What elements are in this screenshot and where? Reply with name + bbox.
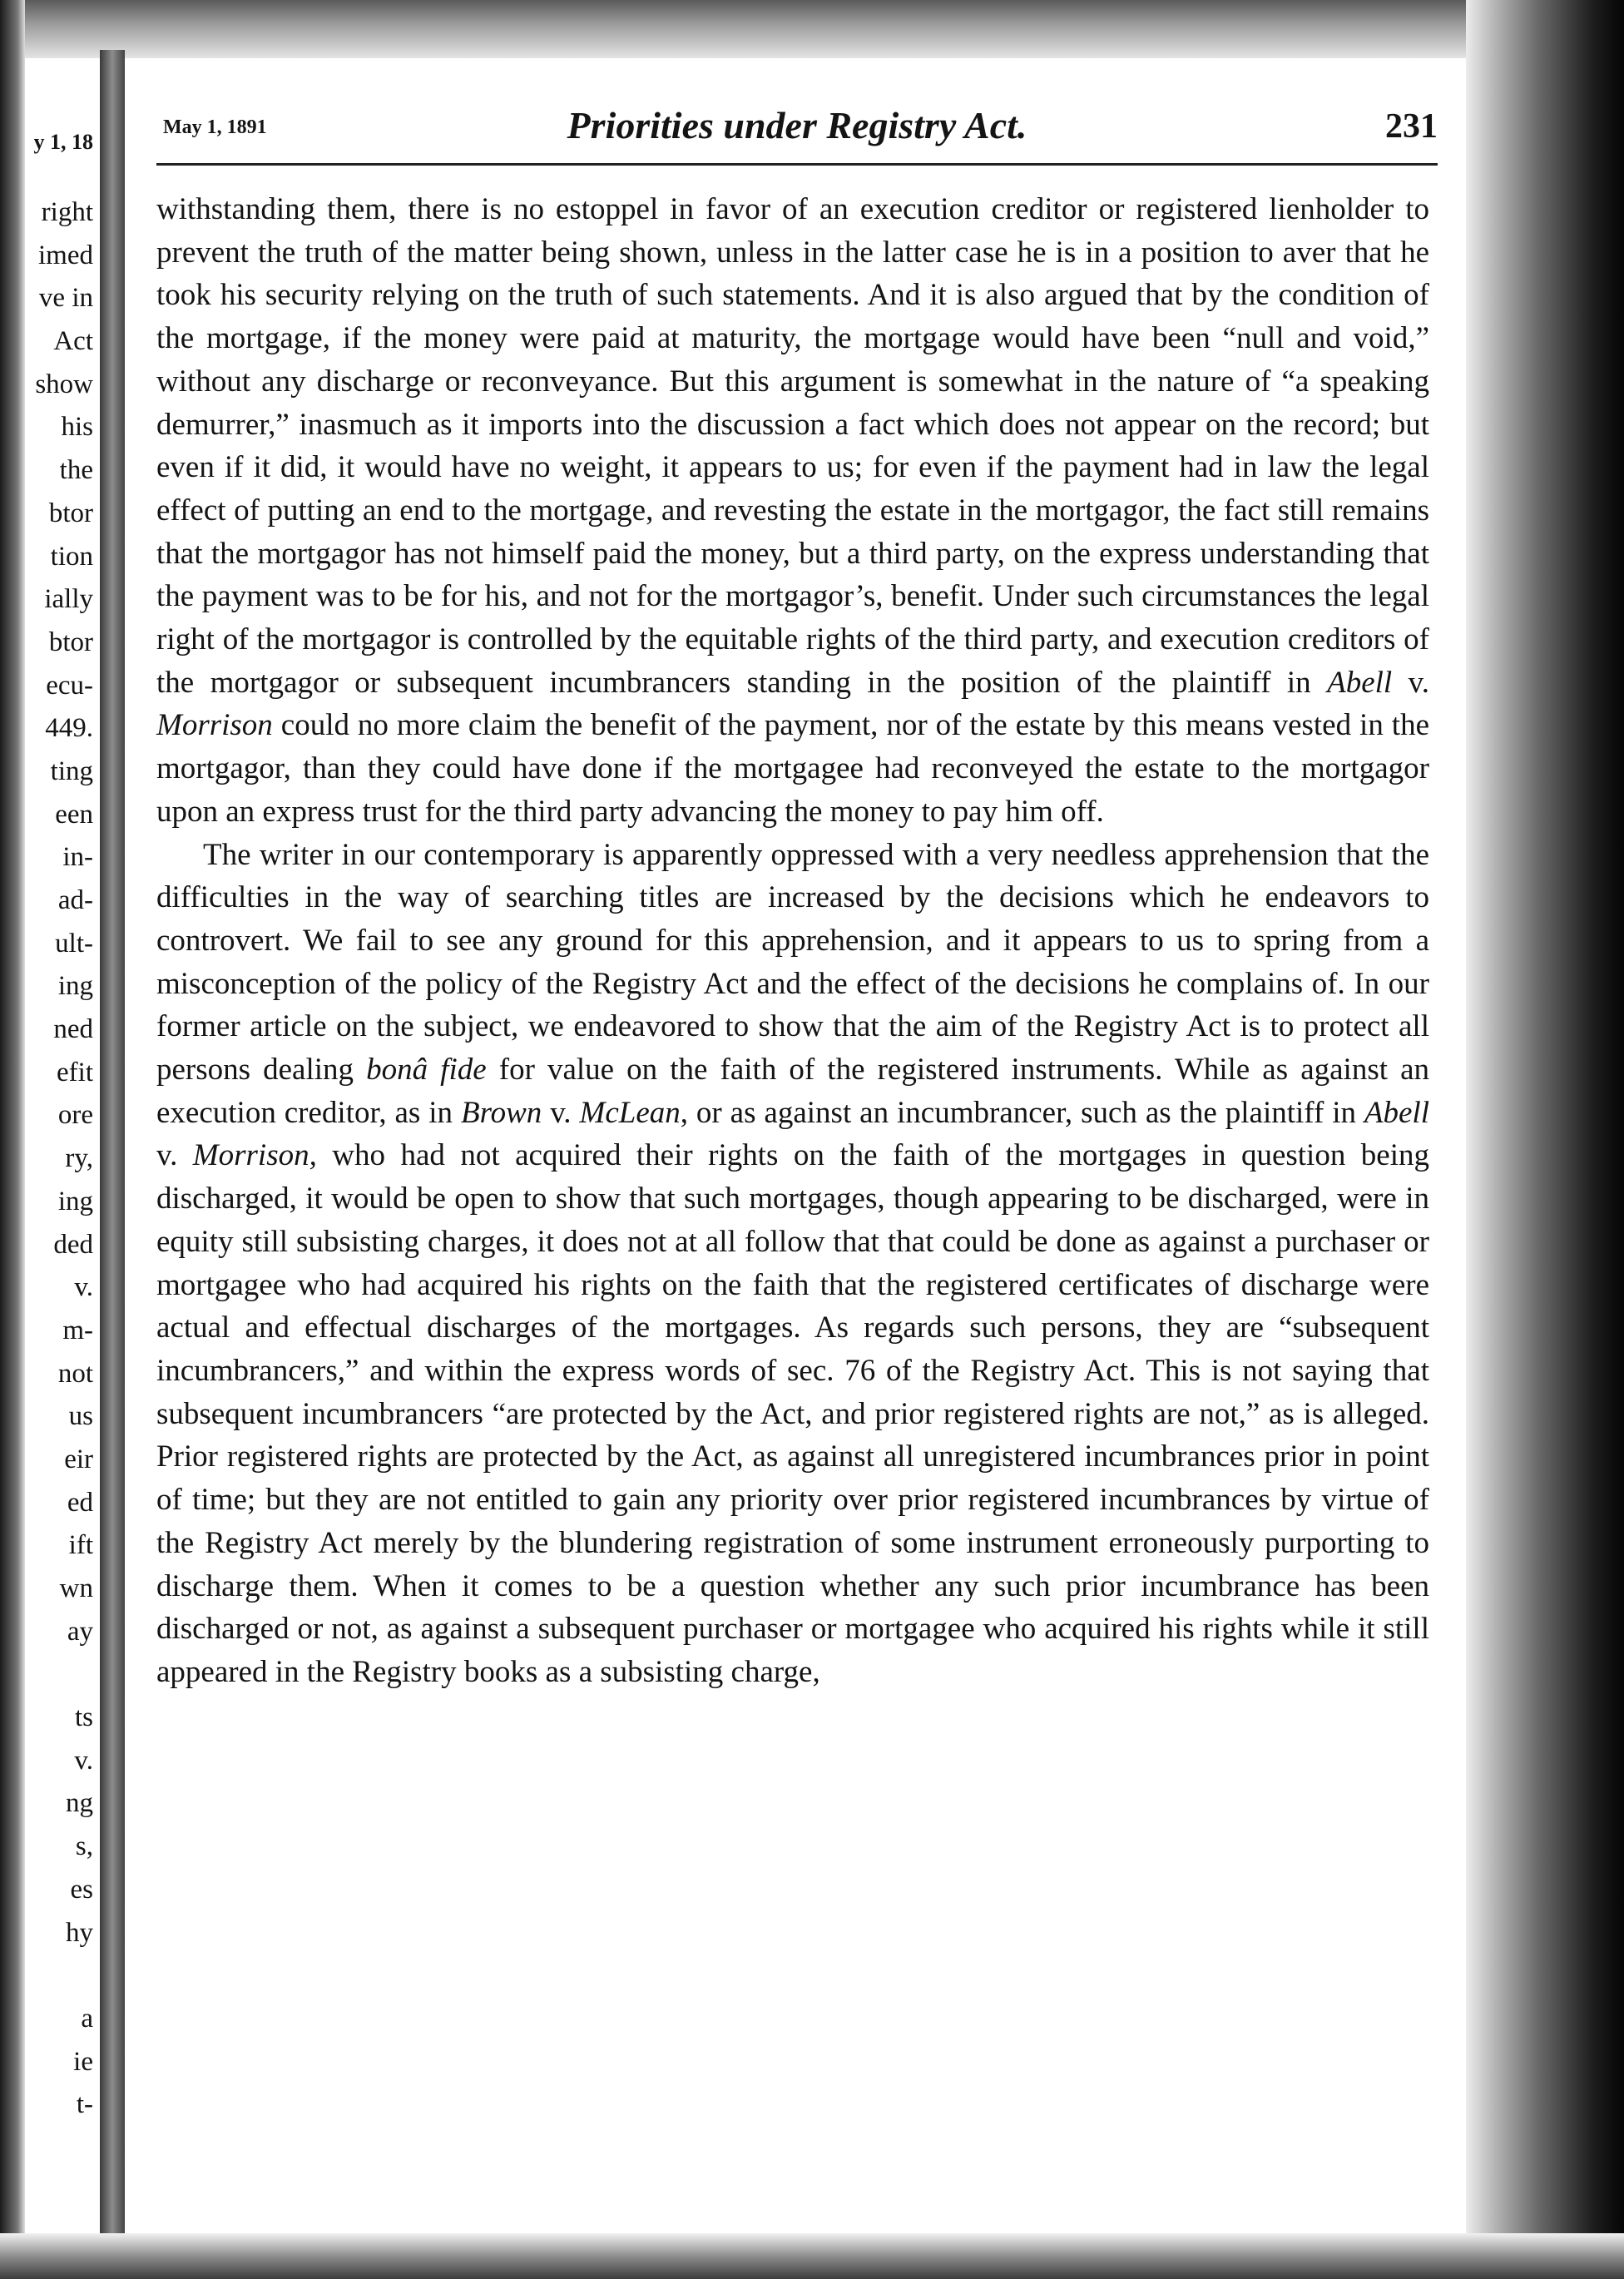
book-gutter xyxy=(100,50,125,2247)
facing-page-line: ially xyxy=(44,584,93,615)
italic-case-name: McLean xyxy=(579,1095,681,1130)
text-run: v. xyxy=(156,1138,193,1173)
facing-page-line: ded xyxy=(53,1229,93,1260)
facing-page-line: ay xyxy=(67,1616,93,1647)
running-title: Priorities under Registry Act. xyxy=(567,104,1027,146)
text-run: withstanding them, there is no estoppel in favor of an execution creditor or registered lienholder to prevent the truth of the matter being shown, unless in the latter case he is in a position to aver that he took his security relying on the truth of such statements. And it is also argued that by the condition of the mortgage, if the money were paid at maturity, the mortgage would have been “null and void,” without any discharge or reconveyance. But this argument is somewhat in the nature of “a speaking demurrer,” inasmuch as it imports into the discussion a fact which does not appear on the record; but even if it did, it would have no weight, it appears to us; for even if the payment had in law the legal effect of putting an end to the mortgage, and revesting the estate in the mortgagor, the fact still remains that the mortgagor has not himself paid the money, but a third party, on the express understanding that the payment was to be for his, and not for the mortgagor’s, benefit. Under such circumstances the legal right of the mortgagor is controlled by the equitable rights of the third party, and execution creditors of the mortgagor or subsequent incumbrancers standing in the position of the plaintiff in xyxy=(156,192,1429,700)
text-run: , or as against an incumbrancer, such as the plaintiff in xyxy=(680,1095,1364,1130)
text-run: for value on the faith of the registered instruments. While as against an execution creditor, as in xyxy=(156,1053,1430,1130)
text-run: who had not acquired their rights on the faith of the mortgages in question being discharged, it would be open to show that such mortgages, though appearing to be discharged, were in equity still subsisting charges, it does not at all follow that that could be done as against a purchaser or mortgagee who had acquired his rights on the faith that the registered certificates of discharge were actual and effectual discharges of the mortgages. As regards such persons, they are “subsequent incumbrancers,” and within the express words of sec. 76 of the Registry Act. This is not saying that subsequent incumbrancers “are protected by the Act, and prior registered rights are not,” as is alleged. Prior registered rights are protected by the Act, as against all unregistered incumbrances prior in point of time; but they are not entitled to gain any priority over prior registered incumbrances by virtue of the Registry Act merely by the blundering registration of some instrument erroneously purporting to discharge them. When it comes to be a question whether any such prior incumbrance has been discharged or not, as against a subsequent purchaser or mortgagee who acquired his rights while it still appeared in the Registry books as a subsisting charge, xyxy=(156,1138,1429,1689)
text-run: could no more claim the benefit of the payment, nor of the estate by this means vested in the mortgagor, than they could have done if the mortgagee had reconveyed the estate to the mortgagor upon an express trust for the third party advancing the money to pay him off. xyxy=(156,708,1429,829)
scan-border-top xyxy=(0,0,1624,58)
facing-page-line: ts xyxy=(74,1702,93,1733)
italic-case-name: Abell xyxy=(1364,1095,1429,1130)
facing-page-line: btor xyxy=(48,498,93,528)
italic-case-name: Morrison, xyxy=(192,1138,317,1173)
facing-page-line: tion xyxy=(50,541,93,572)
page-number: 231 xyxy=(1385,107,1438,146)
facing-page-line: btor xyxy=(48,627,93,657)
facing-page-line: ry, xyxy=(65,1143,93,1174)
facing-page-line: ad- xyxy=(57,885,93,915)
facing-page-line: imed xyxy=(38,240,93,270)
italic-case-name: Morrison xyxy=(156,708,273,743)
facing-page-line: es xyxy=(70,1874,93,1905)
facing-page-line: right xyxy=(41,197,93,227)
page-header xyxy=(156,98,1438,156)
facing-page-line: een xyxy=(55,799,93,830)
header-rule xyxy=(156,163,1438,166)
facing-page-line: in- xyxy=(62,842,93,873)
facing-page-line: Act xyxy=(53,326,93,357)
facing-page-line: v. xyxy=(74,1745,93,1776)
facing-page-line: m- xyxy=(62,1315,93,1345)
facing-page-line: the xyxy=(59,455,93,486)
facing-page-line: ned xyxy=(53,1014,93,1045)
text-run: v. xyxy=(542,1095,580,1130)
facing-page-line: ecu- xyxy=(46,670,93,701)
facing-page-line xyxy=(0,1653,93,1697)
facing-page-header-fragment: y 1, 18 xyxy=(33,130,93,154)
text-run: v. xyxy=(1392,665,1429,700)
facing-page-fragment xyxy=(0,130,93,2127)
article-body xyxy=(156,188,1429,1694)
italic-case-name: Abell xyxy=(1327,665,1393,700)
facing-page-line: eir xyxy=(64,1444,93,1474)
facing-page-line: ing xyxy=(57,971,93,1002)
facing-page-line: ing xyxy=(57,1186,93,1216)
facing-page-line: his xyxy=(61,412,93,443)
facing-page-line: ie xyxy=(73,2046,93,2077)
facing-page-line: ng xyxy=(66,1788,93,1819)
italic-case-name: bonâ fide xyxy=(366,1053,487,1087)
facing-page-line: ult- xyxy=(55,928,93,959)
scan-border-right xyxy=(1466,0,1624,2279)
facing-page-line: wn xyxy=(59,1573,93,1603)
facing-page-line: show xyxy=(35,369,93,399)
facing-page-line: a xyxy=(81,2003,93,2034)
paragraph xyxy=(156,834,1429,1694)
paragraph xyxy=(156,188,1429,834)
text-run: The writer in our contemporary is apparently oppressed with a very needless apprehension that the difficulties in the way of searching titles are increased by the decisions which he endeavors to controvert. We fail to see any ground for this apprehension, and it appears to us to spring from a misconception of the policy of the Registry Act and the effect of the decisions he complains of. In our former article on the subject, we endeavored to show that the aim of the Registry Act is to protect all persons dealing xyxy=(156,837,1429,1087)
italic-case-name: Brown xyxy=(460,1095,542,1130)
facing-page-line: ift xyxy=(68,1530,93,1561)
facing-page-line: efit xyxy=(57,1057,93,1087)
facing-page-line: t- xyxy=(76,2089,93,2120)
facing-page-line: not xyxy=(57,1358,93,1389)
facing-page-line: us xyxy=(68,1401,93,1432)
facing-page-line xyxy=(0,1954,93,1998)
facing-page-line: hy xyxy=(66,1917,93,1948)
facing-page-line: 449. xyxy=(45,713,93,744)
header-date: May 1, 1891 xyxy=(163,116,267,138)
facing-page-line: ed xyxy=(67,1487,93,1518)
facing-page-line: ore xyxy=(57,1100,93,1131)
scan-border-bottom xyxy=(0,2233,1624,2279)
facing-page-line: s, xyxy=(75,1831,93,1862)
facing-page-line: ve in xyxy=(38,283,93,314)
facing-page-line: v. xyxy=(74,1272,93,1303)
facing-page-line: ting xyxy=(50,756,93,786)
